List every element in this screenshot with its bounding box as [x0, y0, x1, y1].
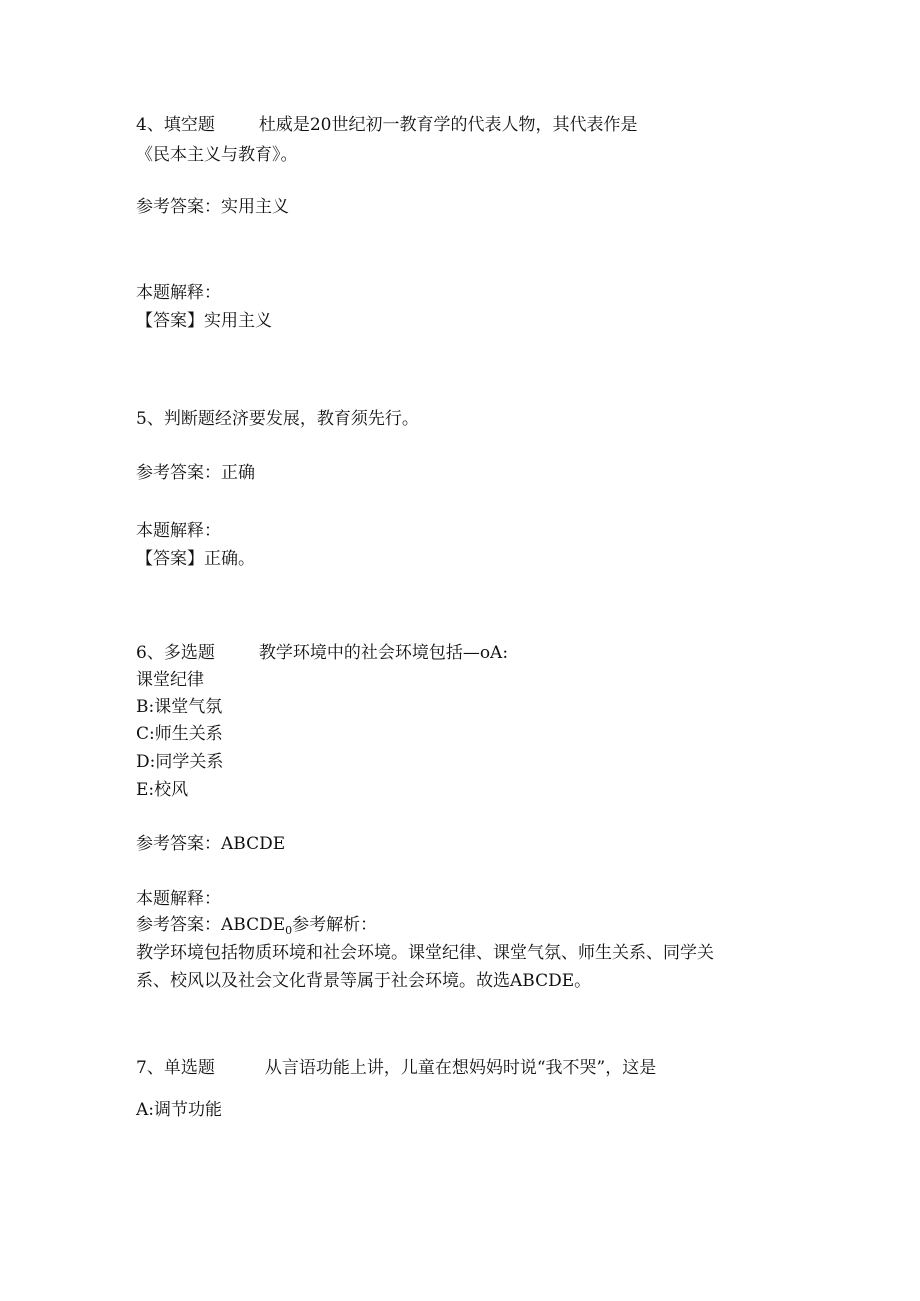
question-5-stem: 5、判断题经济要发展，教育须先行。 [136, 409, 419, 429]
question-6-explain-label: 本题解释： [136, 889, 221, 909]
question-6-explain-ref-suffix: 参考解析： [292, 915, 378, 935]
question-6-option-b: B:课堂气氛 [136, 697, 223, 717]
question-6-explain-line1: 教学环境包括物质环境和社会环境。课堂纪律、课堂气氛、师生关系、同学关 [136, 943, 714, 963]
question-6-option-c: C:师生关系 [136, 724, 223, 744]
question-6-option-a: 课堂纪律 [136, 670, 204, 690]
question-6-stem [136, 642, 508, 664]
question-6-explain-ref-prefix: 参考答案：ABCDE [136, 915, 286, 935]
question-4-answer: 参考答案：实用主义 [136, 197, 289, 217]
question-6-option-d: D:同学关系 [136, 752, 224, 772]
question-6-explain-ref-sub: 0 [285, 924, 293, 937]
question-4-explain-label: 本题解释： [136, 283, 221, 303]
question-5-answer: 参考答案：正确 [136, 463, 255, 483]
question-6-explain-reference [136, 914, 377, 942]
question-7-number-type: 7、单选题 [136, 1058, 215, 1078]
question-4-explain-text: 【答案】实用主义 [136, 311, 272, 331]
question-6-option-e: E:校风 [136, 780, 189, 800]
question-6-explain-line2: 系、校风以及社会文化背景等属于社会环境。故选ABCDE。 [136, 971, 592, 991]
question-6-number-type: 6、多选题 [136, 643, 215, 663]
question-4-stem-line2: 《民本主义与教育》。 [136, 145, 298, 165]
question-4-stem-text: 杜威是20世纪初一教育学的代表人物，其代表作是 [258, 115, 638, 135]
question-7-stem-text: 从言语功能上讲，儿童在想妈妈时说“我不哭”，这是 [264, 1058, 657, 1078]
question-4-stem [136, 114, 637, 136]
question-7-option-a: A:调节功能 [136, 1100, 223, 1120]
question-5-explain-label: 本题解释： [136, 521, 221, 541]
question-6-answer: 参考答案：ABCDE [136, 834, 286, 854]
question-5-explain-text: 【答案】正确。 [136, 549, 255, 569]
question-4-number-type: 4、填空题 [136, 115, 215, 135]
question-7-stem [136, 1057, 656, 1079]
question-6-stem-text: 教学环境中的社会环境包括—oA: [258, 643, 509, 663]
